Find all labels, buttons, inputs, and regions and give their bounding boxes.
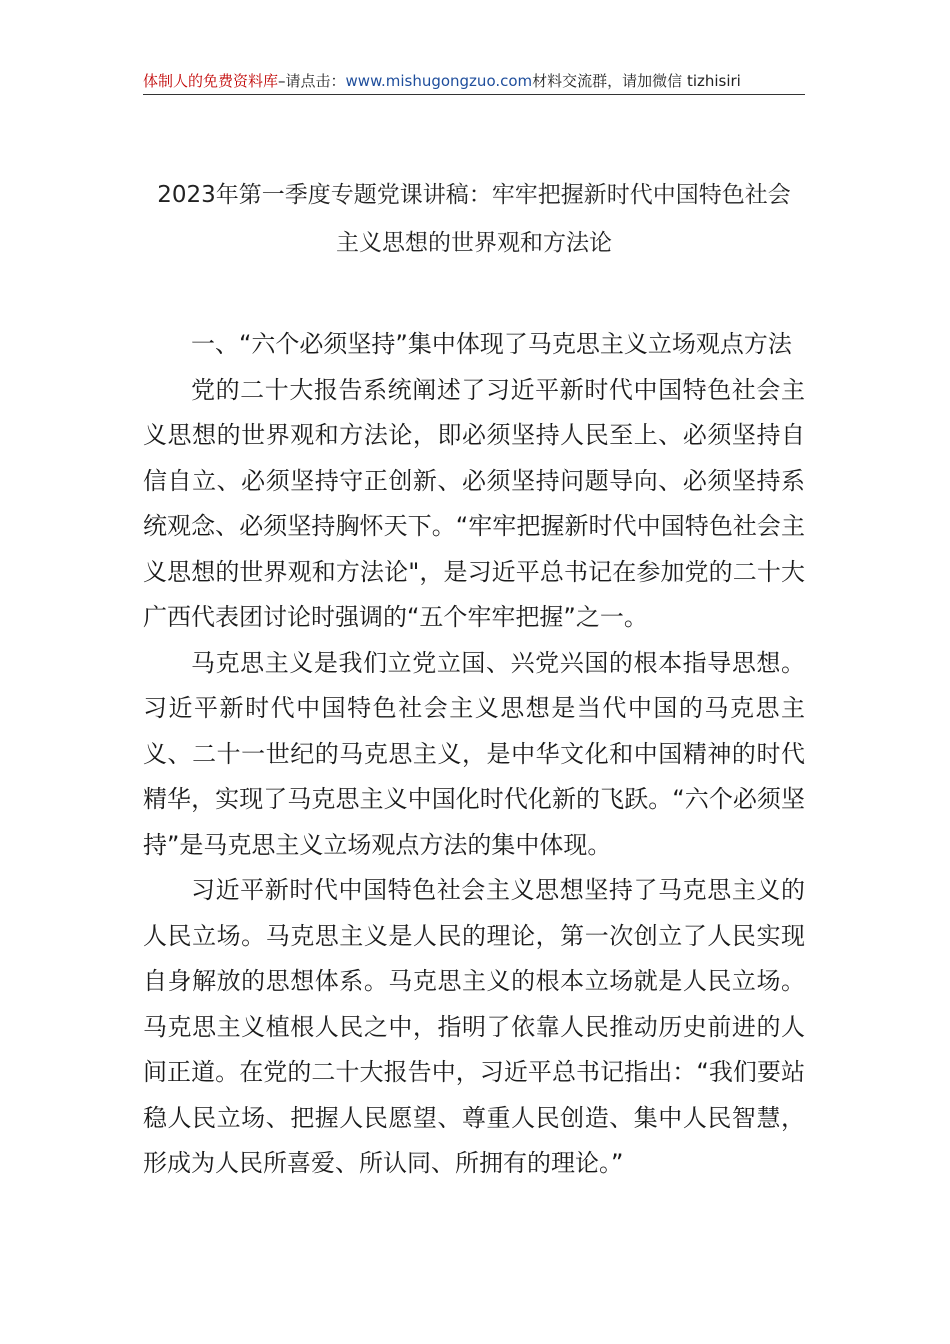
header-url-link[interactable]: www.mishugongzuo.com (345, 72, 533, 90)
body-paragraph: 党的二十大报告系统阐述了习近平新时代中国特色社会主义思想的世界观和方法论，即必须坚持人民至上、必须坚持自信自立、必须坚持守正创新、必须坚持问题导向、必须坚持系统观念、必须坚持胸怀天下。“牢牢把握新时代中国特色社会主义思想的世界观和方法论"，是习近平总书记在参加党的二十大广西代表团讨论时强调的“五个牢牢把握”之一。 (143, 375, 805, 631)
document-title-line-2: 主义思想的世界观和方法论 (336, 230, 612, 256)
document-body (143, 322, 805, 1187)
page-header (143, 68, 805, 95)
body-paragraph: 习近平新时代中国特色社会主义思想坚持了马克思主义的人民立场。马克思主义是人民的理论，第一次创立了人民实现自身解放的思想体系。马克思主义的根本立场就是人民立场。马克思主义植根人民之中，指明了依靠人民推动历史前进的人间正道。在党的二十大报告中，习近平总书记指出：“我们要站稳人民立场、把握人民愿望、尊重人民创造、集中人民智慧，形成为人民所喜爱、所认同、所拥有的理论。” (143, 876, 805, 1177)
document-title-line-1: 2023年第一季度专题党课讲稿：牢牢把握新时代中国特色社会 (157, 182, 791, 208)
header-brand: 体制人的免费资料库 (143, 72, 279, 90)
section-heading: 一、“六个必须坚持”集中体现了马克思主义立场观点方法 (191, 330, 792, 358)
header-separator: –请点击： (278, 72, 346, 90)
header-contact-text: 材料交流群，请加微信 tizhisiri (532, 72, 741, 90)
body-paragraph: 马克思主义是我们立党立国、兴党兴国的根本指导思想。习近平新时代中国特色社会主义思想是当代中国的马克思主义、二十一世纪的马克思主义，是中华文化和中国精神的时代精华，实现了马克思主义中国化时代化新的飞跃。“六个必须坚持”是马克思主义立场观点方法的集中体现。 (143, 648, 805, 859)
